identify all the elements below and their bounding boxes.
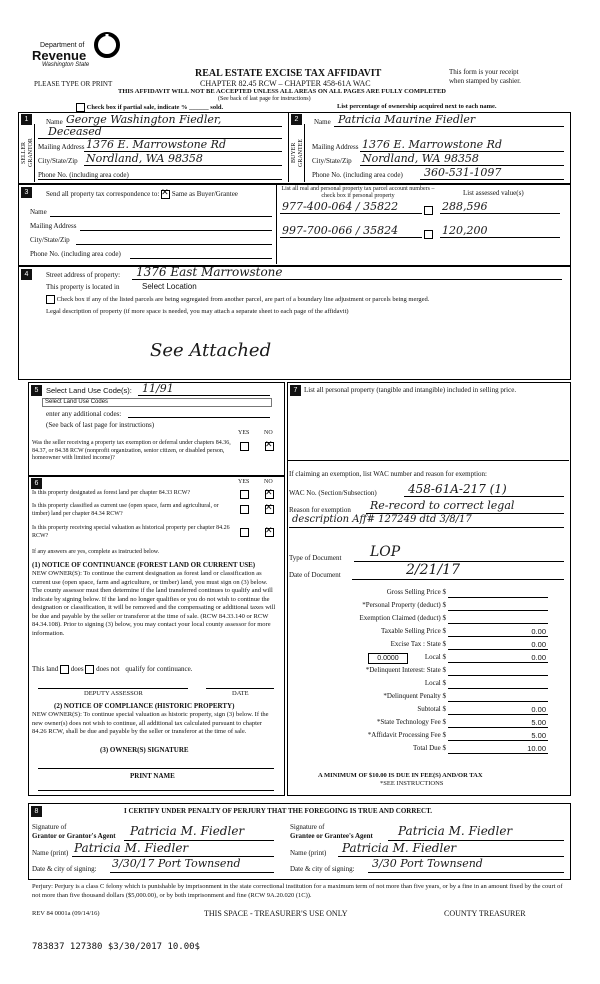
seller-name-value2[interactable]: Deceased [48,125,102,138]
buyer-grantee-label: BUYER GRANTEE [291,139,304,167]
land-use-value[interactable]: 11/91 [142,382,174,395]
additional-codes-label: enter any additional codes: [46,410,122,418]
minimum-note: A MINIMUM OF $10.00 IS DUE IN FEE(S) AND/OR TAX [318,772,483,779]
q3-no-checkbox[interactable] [265,528,274,537]
exemption-no-checkbox[interactable] [265,442,274,451]
buyer-phone-label: Phone No. (including area code) [312,171,403,179]
date-label-6: DATE [232,690,249,697]
grantor-date-label: Date & city of signing: [32,865,97,873]
dept-line3: Washington State [42,62,90,68]
land-use-select[interactable]: Select Land Use Codes [42,398,272,407]
legal-description-value[interactable]: See Attached [150,340,272,361]
no-header-6: NO [264,479,273,485]
parcel-number[interactable]: 977-400-064 / 35822 [282,200,399,213]
segregated-text: Check box if any of the listed parcels are being segregated from another parcel, are part of a boundary line adjustment or parcels being merged. [56,295,430,303]
reason-label: Reason for exemption [289,506,351,514]
receipt-line2: when stamped by cashier. [449,77,521,85]
form-warning: THIS AFFIDAVIT WILL NOT BE ACCEPTED UNLESS ALL AREAS ON ALL PAGES ARE FULLY COMPLETED [118,88,446,95]
section-1-number: 1 [21,114,32,125]
assessed-value[interactable]: 288,596 [442,200,488,213]
receipt-line1: This form is your receipt [449,68,519,76]
tax-row-label: Total Due $ [413,744,446,752]
compliance-text: NEW OWNER(S): To continue special valuation as historic property, sign (3) below. If the new owner(s) does not wish to continue, all additional tax calculated pursuant to chapter 84.26 RCW, shall be due and payable by the seller or transferor at the time of sale. [32,711,269,735]
seller-name-label: Name [46,118,63,126]
buyer-city-label: City/State/Zip [312,157,352,165]
same-as-buyer-label: Same as Buyer/Grantee [171,190,238,199]
street-label: Street address of property: [46,271,121,279]
does-not-label: does not [96,665,120,674]
yes-header-6: YES [238,479,250,485]
send-correspondence-label [46,190,238,199]
dept-line2: Revenue [32,48,87,63]
tax-row-value[interactable]: 5.00 [531,731,546,740]
please-type: PLEASE TYPE OR PRINT [34,80,113,88]
grantee-sig-label1: Signature of [290,823,325,831]
section-3-number: 3 [21,187,32,198]
doc-type-value[interactable]: LOP [370,544,401,560]
q1-forest: Is this property designated as forest land per chapter 84.33 RCW? [32,490,191,496]
located-label: This property is located in [46,283,120,291]
located-select[interactable]: Select Location [142,282,197,291]
seller-mailing-label: Mailing Address [38,143,85,151]
this-land-row [32,665,192,674]
send-correspondence-text: Send all property tax correspondence to: [46,190,160,199]
buyer-mailing-value[interactable]: 1376 E. Marrowstone Rd [362,138,502,151]
revenue-logo [26,30,136,70]
personal-property-checkbox[interactable] [424,230,433,239]
ownership-pct-label: List percentage of ownership acquired next to each name. [337,103,497,110]
local-rate-box[interactable]: 0.0000 [368,653,408,664]
deputy-assessor-label: DEPUTY ASSESSOR [84,690,143,697]
yes-header-5: YES [238,430,250,436]
tax-row-value[interactable]: 0.00 [531,640,546,649]
corr-mailing-label: Mailing Address [30,222,77,230]
rev-number: REV 84 0001a (09/14/16) [32,910,100,917]
owner-signature-label: (3) OWNER(S) SIGNATURE [100,746,189,754]
personal-property-text: List all personal property (tangible and intangible) included in selling price. [304,386,517,394]
seller-name-value[interactable]: George Washington Fiedler, [66,113,222,126]
tax-row-value[interactable]: 5.00 [531,718,546,727]
q3-yes-checkbox[interactable] [240,528,249,537]
treasurer-only: THIS SPACE - TREASURER'S USE ONLY [204,909,348,918]
assessed-value[interactable]: 120,200 [442,224,488,237]
tax-row-label: *Personal Property (deduct) $ [362,601,446,609]
buyer-city-value[interactable]: Nordland, WA 98358 [362,152,479,165]
exemption-intro: If claiming an exemption, list WAC number and reason for exemption: [289,470,487,478]
tax-row-label: Exemption Claimed (deduct) $ [359,614,446,622]
partial-sale-checkbox[interactable] [76,103,85,112]
dept-line1: Department of [40,42,85,49]
exemption-question: Was the seller receiving a property tax exemption or deferral under chapters 84.36, 84.37, or 84.38 RCW (nonprofit organization, senior citizen, or disabled person, homeowner with limited income)? [32,440,231,461]
tax-row-value[interactable]: 0.00 [531,627,546,636]
buyer-mailing-label: Mailing Address [312,143,359,151]
compliance-title: (2) NOTICE OF COMPLIANCE (HISTORIC PROPERTY) [54,702,235,710]
qualify-label: qualify for continuance. [125,665,193,674]
q1-yes-checkbox[interactable] [240,490,249,499]
continuance-title: (1) NOTICE OF CONTINUANCE (FOREST LAND OR CURRENT USE) [32,561,256,569]
grantor-sig-label1: Signature of [32,823,67,831]
q3-historic: Is this property receiving special valuation as historical property per chapter 84.26 RCW? [32,525,230,539]
seller-city-value[interactable]: Nordland, WA 98358 [86,152,203,165]
same-as-buyer-checkbox[interactable] [161,190,170,199]
perjury-text: Perjury: Perjury is a class C felony which is punishable by imprisonment in the state correctional institution for a maximum term of not more than five years, or by a fine in an amount fixed by the court of not more than five thousand dollars ($5,000.00), or by both imprisonment and fine (RCW 9A.20.020 (1C)). [32,883,563,899]
certify-text: I CERTIFY UNDER PENALTY OF PERJURY THAT THE FOREGOING IS TRUE AND CORRECT. [124,807,433,815]
continuance-text: NEW OWNER(S): To continue the current designation as forest land or classification as current use (open space, farm and agriculture, or timber) land, you must sign on (3) below. The county assessor must then determine if the land transferred continues to qualify and will indicate by signing below. If the land no longer qualifies or you do not wish to continue the designation or classification, it will be removed and the compensating or additional taxes will be due and payable by the seller or transferor at the time of sale. (RCW 84.33.140 or RCW 84.34.108). Prior to signing (3) below, you may contact your local county assessor for more information. [32,570,276,637]
reason-value-1[interactable]: Re-record to correct legal [370,499,515,512]
tax-row-label: *Affidavit Processing Fee $ [367,731,446,739]
section-7-number: 7 [290,385,301,396]
grantee-name-label: Name (print) [290,849,327,857]
parcel-header: List all real and personal property tax parcel account numbers – check box if personal property [281,186,435,199]
form-title: REAL ESTATE EXCISE TAX AFFIDAVIT [195,68,382,79]
tax-row-value[interactable]: 0.00 [531,705,546,714]
grantor-sig-label2: Grantor or Grantor's Agent [32,832,116,840]
grantee-signature[interactable]: Patricia M. Fiedler [398,824,513,838]
land-use-label: Select Land Use Code(s): [46,386,132,395]
grantee-name-value[interactable]: Patricia M. Fiedler [342,841,457,855]
segregated-checkbox[interactable] [46,295,55,304]
segregated-row [46,295,429,304]
this-land-label: This land [32,665,59,674]
legal-description-label: Legal description of property (if more space is needed, you may attach a separate sheet to each page of the affidavit) [46,308,349,315]
seller-grantor-label: SELLER GRANTOR [21,138,34,168]
see-instructions: *SEE INSTRUCTIONS [380,780,444,787]
tax-row-value[interactable]: 0.00 [531,653,546,662]
grantee-sig-label2: Grantee or Grantee's Agent [290,832,373,840]
does-label: does [70,665,84,674]
q2-current-use: Is this property classified as current use (open space, farm and agricultural, or timber) land per chapter 84.34 RCW? [32,503,219,517]
doc-type-label: Type of Document [289,554,342,562]
q1-no-checkbox[interactable] [265,490,274,499]
partial-sale-row [76,103,223,112]
street-value[interactable]: 1376 East Marrowstone [136,265,283,279]
doc-date-label: Date of Document [289,571,341,579]
buyer-phone-value[interactable]: 360-531-1097 [424,166,502,179]
grantor-name-value[interactable]: Patricia M. Fiedler [74,841,189,855]
treasurer-stamp: 783837 127380 $3/30/2017 10.00$ [32,942,200,952]
grantee-date-value[interactable]: 3/30 Port Townsend [372,857,483,870]
tax-row-label: Local $ [424,679,446,687]
tax-row-label: Subtotal $ [417,705,446,713]
form-chapter: CHAPTER 82.45 RCW – CHAPTER 458-61A WAC [200,79,371,88]
seller-phone-label: Phone No. (including area code) [38,171,129,179]
doc-date-value[interactable]: 2/21/17 [406,562,460,578]
assessed-header: List assessed value(s) [463,189,524,197]
buyer-name-value[interactable]: Patricia Maurine Fiedler [338,113,476,126]
tax-row-label: Excise Tax : State $ [390,640,446,648]
print-name-label: PRINT NAME [130,772,175,780]
corr-name-label: Name [30,208,47,216]
see-back-5: (See back of last page for instructions) [46,421,155,429]
buyer-name-label: Name [314,118,331,126]
seller-mailing-value[interactable]: 1376 E. Marrowstone Rd [86,138,226,151]
corr-city-label: City/State/Zip [30,236,70,244]
tax-row-label: Local $ [424,653,446,661]
section-6-number: 6 [31,478,42,489]
tax-row-label: *Delinquent Interest: State $ [365,666,446,674]
grantor-signature[interactable]: Patricia M. Fiedler [130,824,245,838]
reason-value-2[interactable]: description Aff# 127249 dtd 3/8/17 [292,514,472,525]
q2-no-checkbox[interactable] [265,505,274,514]
section-8-number: 8 [31,806,42,817]
partial-sale-label: Check box if partial sale, indicate % ______ sold. [86,103,224,111]
seller-city-label: City/State/Zip [38,157,78,165]
section-4-number: 4 [21,269,32,280]
if-yes-text: If any answers are yes, complete as instructed below. [32,549,160,555]
q2-yes-checkbox[interactable] [240,505,249,514]
does-not-checkbox[interactable] [85,665,94,674]
section-5-number: 5 [31,385,42,396]
exemption-yes-checkbox[interactable] [240,442,249,451]
parcel-number[interactable]: 997-700-066 / 35824 [282,224,399,237]
does-checkbox[interactable] [60,665,69,674]
grantee-date-label: Date & city of signing: [290,865,355,873]
tax-row-label: Taxable Selling Price $ [380,627,446,635]
no-header-5: NO [264,430,273,436]
revenue-logo-icon [94,32,120,58]
see-back-top: (See back of last page for instructions) [218,96,311,102]
grantor-name-label: Name (print) [32,849,69,857]
grantor-date-value[interactable]: 3/30/17 Port Townsend [112,857,241,870]
county-treasurer: COUNTY TREASURER [444,909,526,918]
wac-value[interactable]: 458-61A-217 (1) [408,482,507,496]
tax-row-label: Gross Selling Price $ [386,588,446,596]
wac-label: WAC No. (Section/Subsection) [289,489,377,497]
tax-row-value[interactable]: 10.00 [527,744,546,753]
tax-row-label: *State Technology Fee $ [376,718,446,726]
tax-row-label: *Delinquent Penalty $ [383,692,446,700]
personal-property-checkbox[interactable] [424,206,433,215]
section-2-number: 2 [291,114,302,125]
corr-phone-label: Phone No. (including area code) [30,250,121,258]
